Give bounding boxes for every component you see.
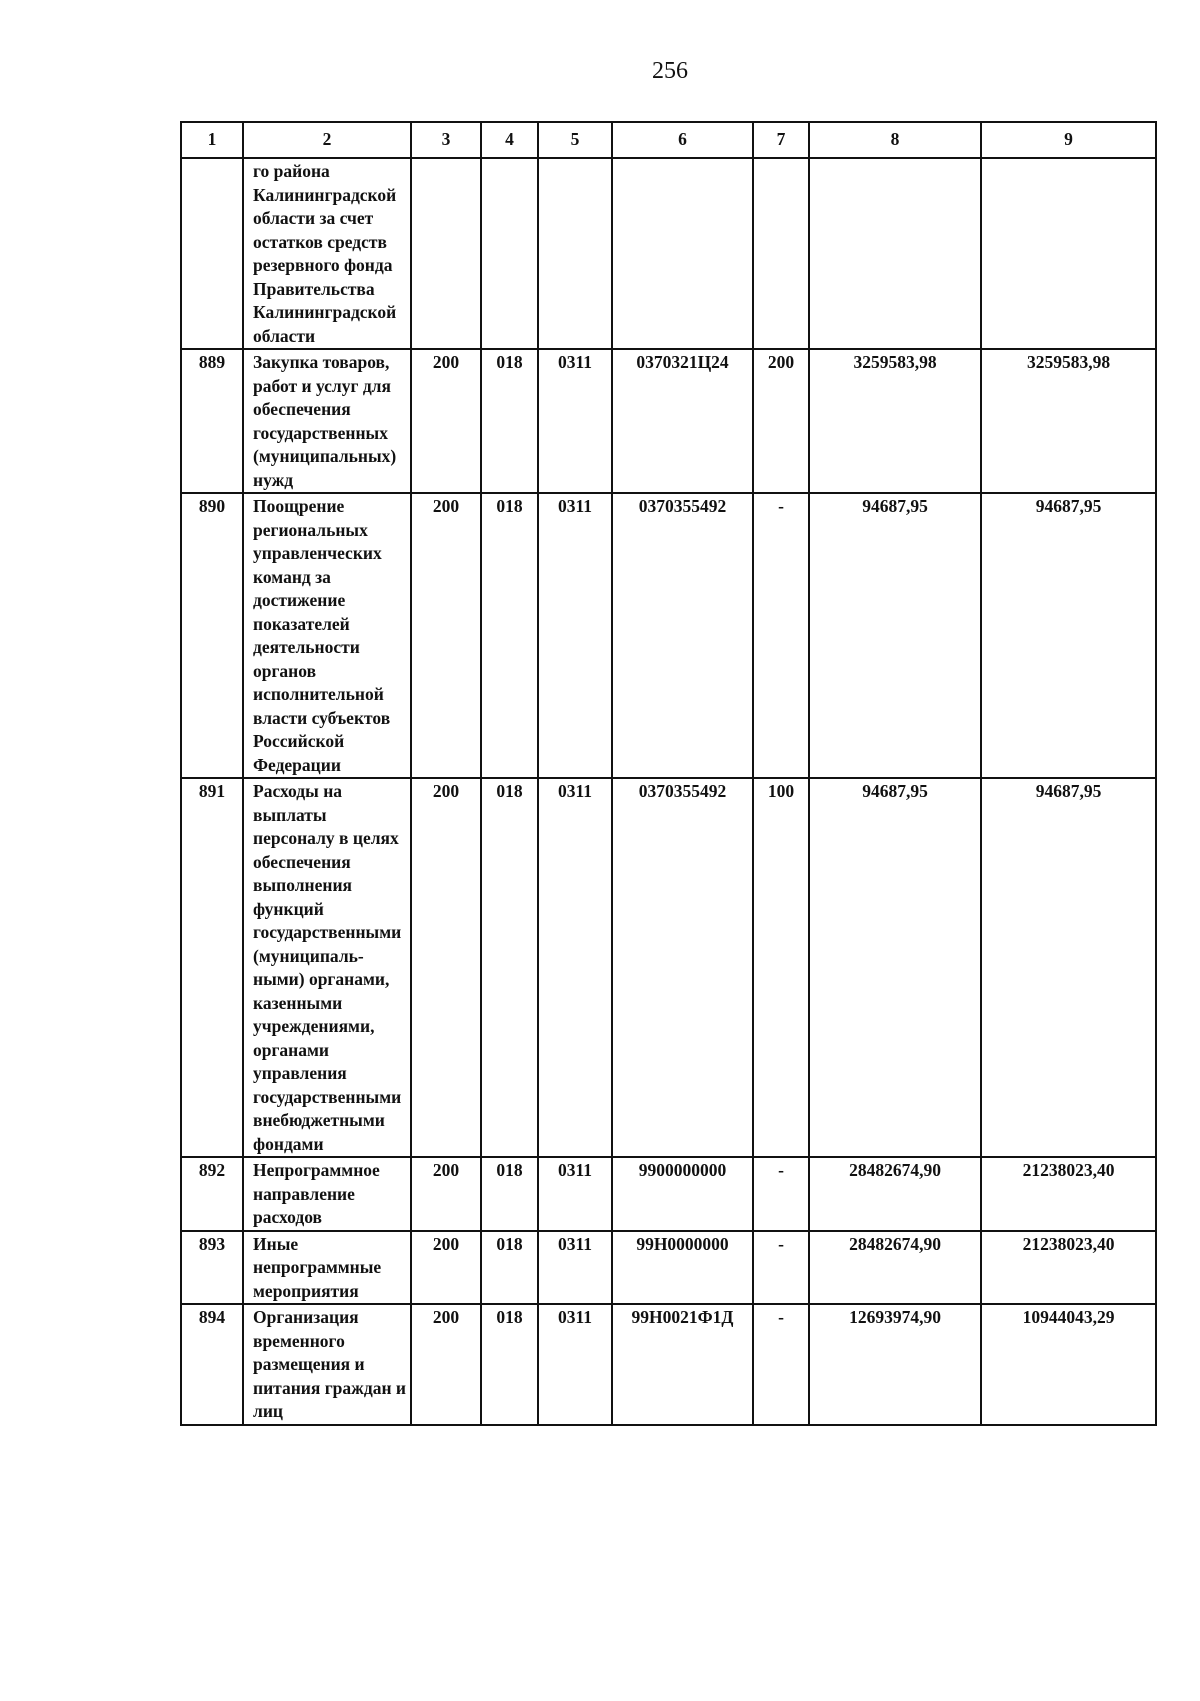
cell-col9: 3259583,98 (981, 349, 1156, 493)
cell-col8: 94687,95 (809, 778, 981, 1157)
cell-col3: 200 (411, 493, 481, 778)
description-cell: Расходы на выплаты персоналу в целях обеспечения выполнения функций государственными (муниципальными) органами, казенными учреждениями, органами управления государственными внебюджетными фондами (243, 778, 411, 1157)
row-number-cell: 890 (181, 493, 243, 778)
page-number: 256 (652, 58, 688, 84)
cell-col8: 3259583,98 (809, 349, 981, 493)
header-cell: 6 (612, 122, 753, 158)
cell-col4: 018 (481, 493, 538, 778)
description-cell: Закупка товаров, работ и услуг для обеспечения государственных (муниципальных) нужд (243, 349, 411, 493)
cell-col5: 0311 (538, 778, 612, 1157)
description-cell: Поощрение региональных управленческих команд за достижение показателей деятельности органов исполнительной власти субъектов Российской Федерации (243, 493, 411, 778)
cell-col3: 200 (411, 1231, 481, 1305)
cell-col3: 200 (411, 1304, 481, 1425)
cell-col9: 94687,95 (981, 778, 1156, 1157)
cell-col5: 0311 (538, 349, 612, 493)
cell-col8: 28482674,90 (809, 1157, 981, 1231)
cell-col6 (612, 158, 753, 349)
cell-col7: - (753, 493, 809, 778)
header-row (181, 122, 1156, 158)
cell-col8: 28482674,90 (809, 1231, 981, 1305)
description-cell: Непрограммное направление расходов (243, 1157, 411, 1231)
cell-col3: 200 (411, 778, 481, 1157)
table-row (181, 1231, 1156, 1305)
header-cell: 1 (181, 122, 243, 158)
cell-col9: 94687,95 (981, 493, 1156, 778)
cell-col8: 94687,95 (809, 493, 981, 778)
row-number-cell: 889 (181, 349, 243, 493)
cell-col4: 018 (481, 1231, 538, 1305)
cell-col9: 21238023,40 (981, 1157, 1156, 1231)
cell-col9 (981, 158, 1156, 349)
cell-col5: 0311 (538, 1304, 612, 1425)
cell-col7 (753, 158, 809, 349)
row-number-cell: 893 (181, 1231, 243, 1305)
table-row (181, 778, 1156, 1157)
cell-col6: 9900000000 (612, 1157, 753, 1231)
header-cell: 3 (411, 122, 481, 158)
cell-col5: 0311 (538, 493, 612, 778)
header-cell: 5 (538, 122, 612, 158)
description-cell: го района Калининградской области за счет остатков средств резервного фонда Правительства Калининградской области (243, 158, 411, 349)
cell-col4: 018 (481, 1304, 538, 1425)
budget-table (180, 121, 1157, 1426)
cell-col6: 0370321Ц24 (612, 349, 753, 493)
cell-col5 (538, 158, 612, 349)
cell-col7: 200 (753, 349, 809, 493)
cell-col7: - (753, 1231, 809, 1305)
table-row (181, 1157, 1156, 1231)
cell-col4: 018 (481, 349, 538, 493)
table-row (181, 493, 1156, 778)
cell-col4: 018 (481, 1157, 538, 1231)
cell-col6: 0370355492 (612, 778, 753, 1157)
table-row (181, 349, 1156, 493)
header-cell: 4 (481, 122, 538, 158)
header-cell: 7 (753, 122, 809, 158)
row-number-cell: 892 (181, 1157, 243, 1231)
row-number-cell: 894 (181, 1304, 243, 1425)
cell-col3: 200 (411, 349, 481, 493)
header-cell: 2 (243, 122, 411, 158)
header-cell: 8 (809, 122, 981, 158)
cell-col8: 12693974,90 (809, 1304, 981, 1425)
cell-col6: 99Н0000000 (612, 1231, 753, 1305)
cell-col7: - (753, 1304, 809, 1425)
cell-col7: - (753, 1157, 809, 1231)
cell-col6: 0370355492 (612, 493, 753, 778)
row-number-cell (181, 158, 243, 349)
description-cell: Организация временного размещения и питания граждан и лиц (243, 1304, 411, 1425)
description-cell: Иные непрограммные мероприятия (243, 1231, 411, 1305)
cell-col8 (809, 158, 981, 349)
cell-col3 (411, 158, 481, 349)
table-row (181, 158, 1156, 349)
row-number-cell: 891 (181, 778, 243, 1157)
cell-col5: 0311 (538, 1157, 612, 1231)
table-row (181, 1304, 1156, 1425)
cell-col4: 018 (481, 778, 538, 1157)
cell-col4 (481, 158, 538, 349)
cell-col9: 21238023,40 (981, 1231, 1156, 1305)
cell-col3: 200 (411, 1157, 481, 1231)
cell-col6: 99Н0021Ф1Д (612, 1304, 753, 1425)
cell-col7: 100 (753, 778, 809, 1157)
cell-col5: 0311 (538, 1231, 612, 1305)
header-cell: 9 (981, 122, 1156, 158)
cell-col9: 10944043,29 (981, 1304, 1156, 1425)
